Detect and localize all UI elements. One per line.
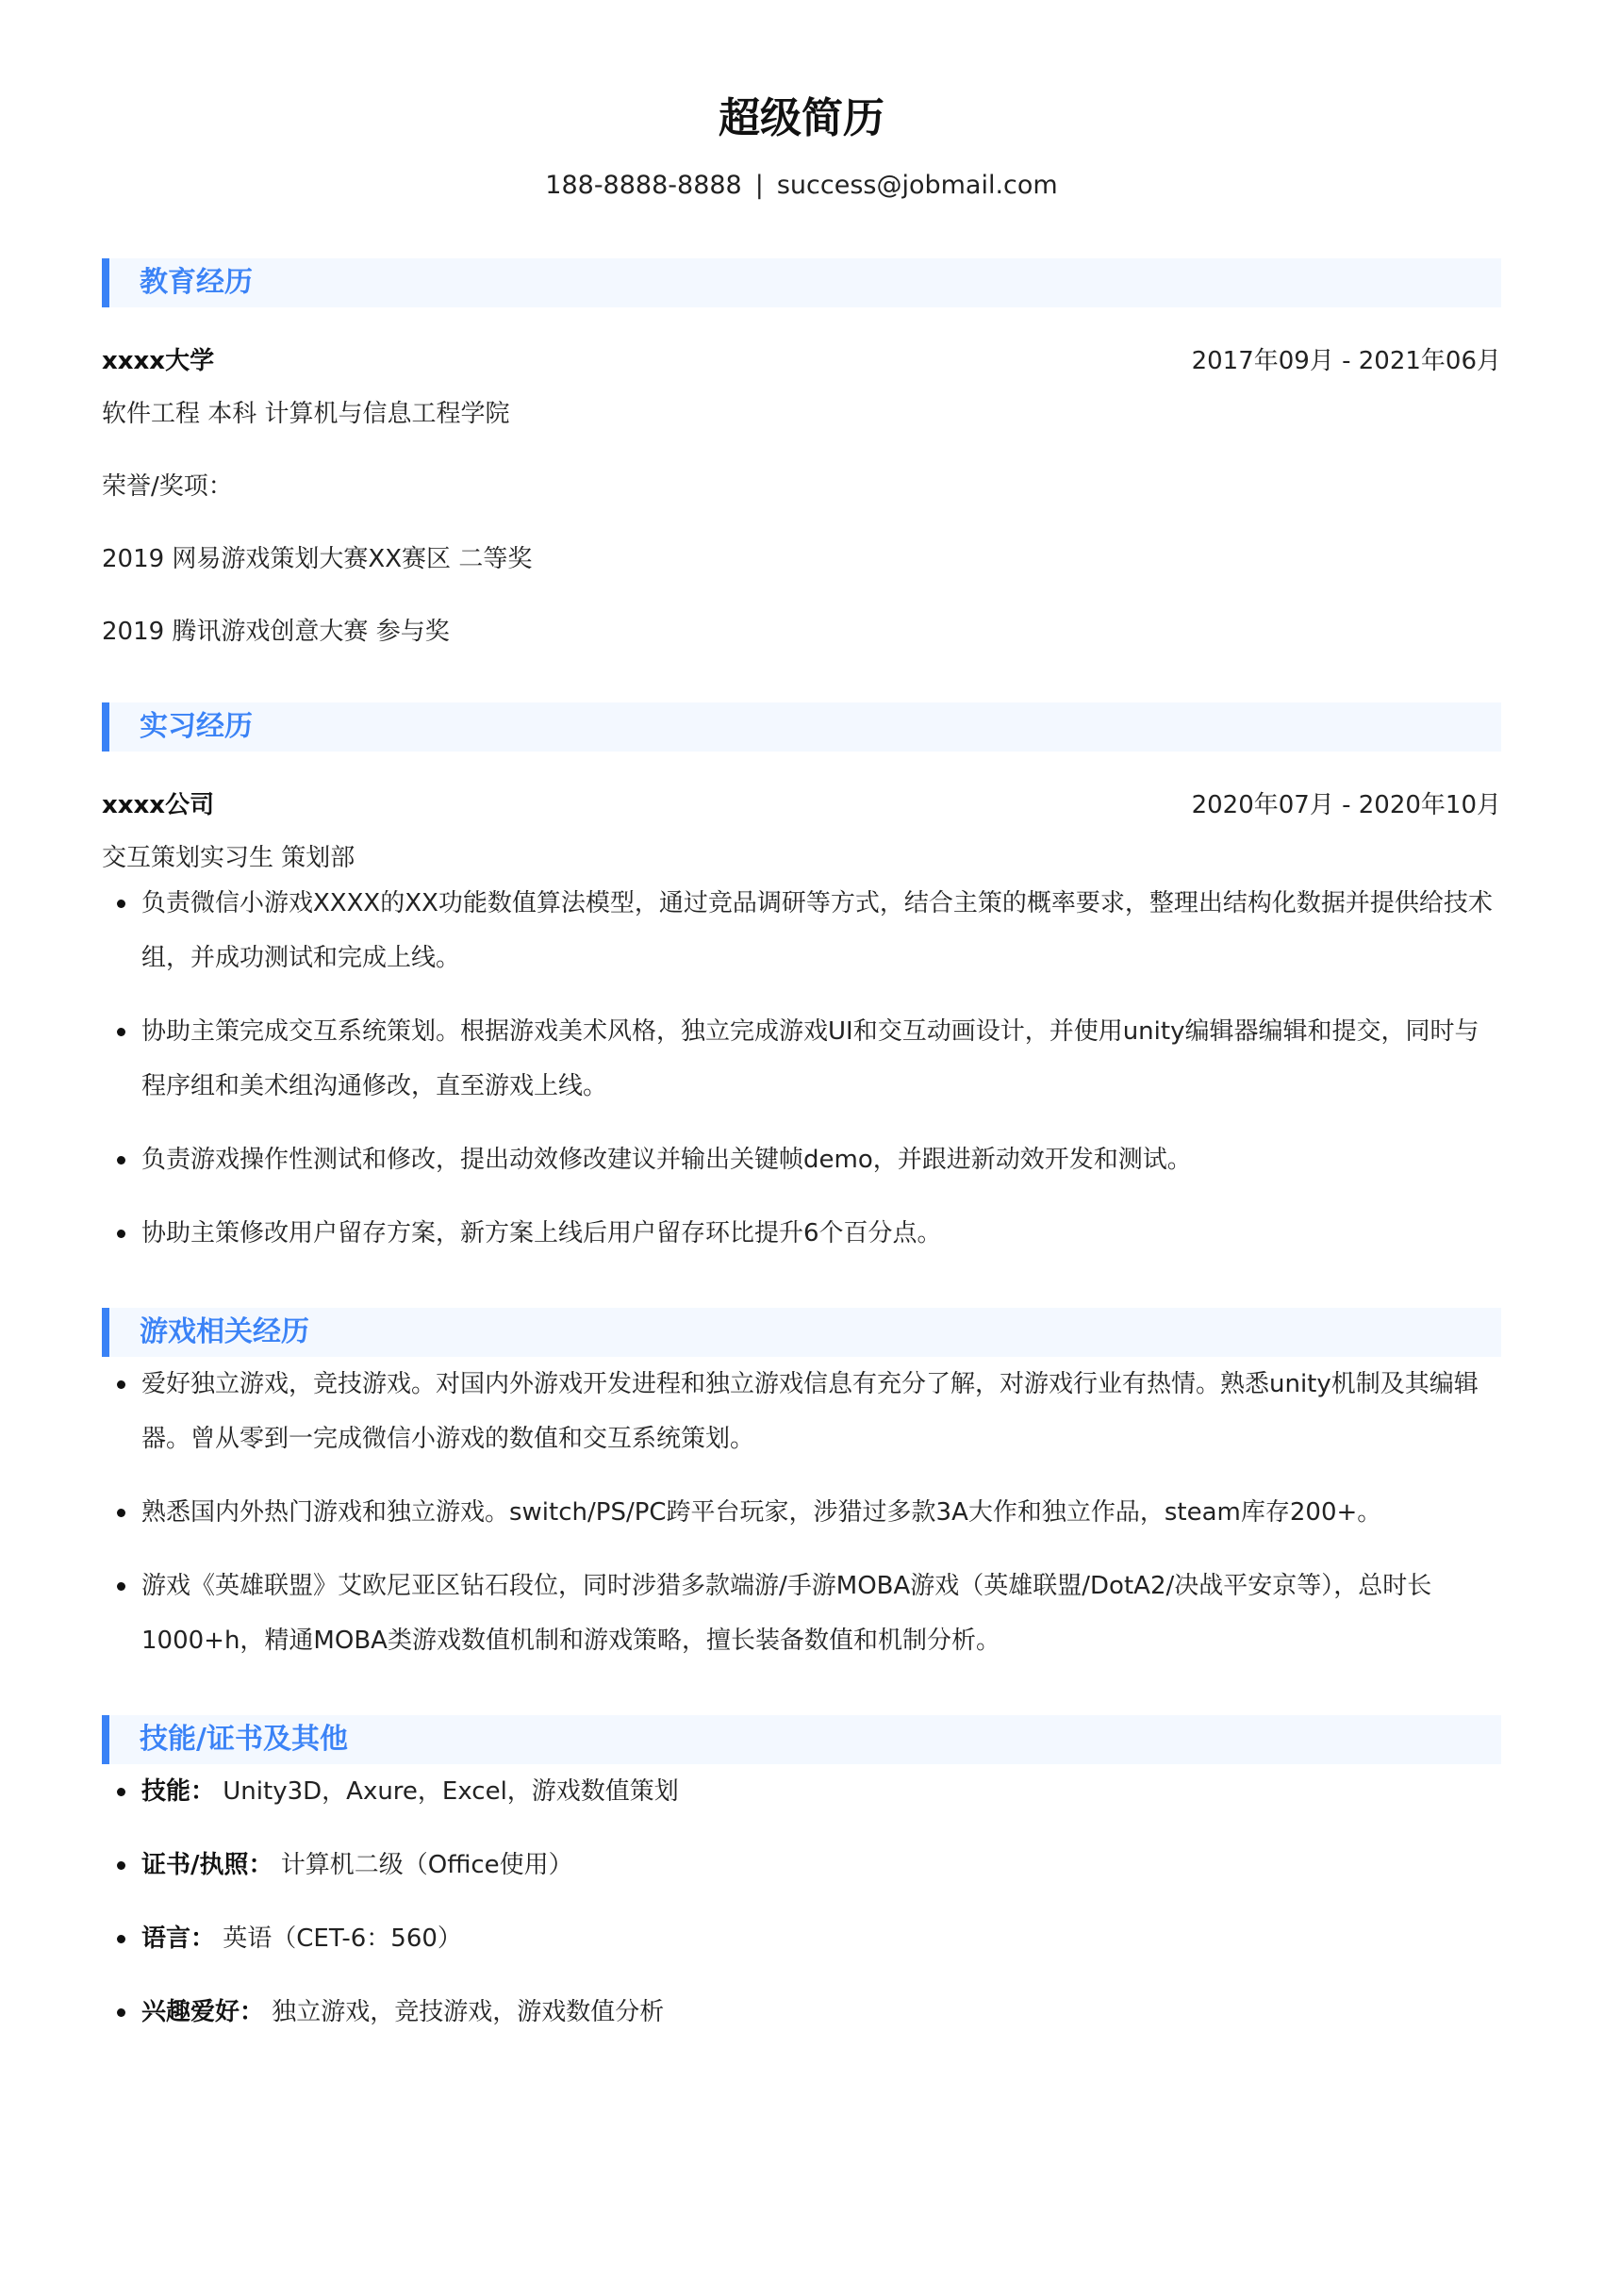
skill-value: Unity3D，Axure，Excel，游戏数值策划 — [223, 1777, 679, 1806]
internship-entry — [102, 787, 1501, 1261]
school-name: xxxx大学 — [102, 347, 215, 375]
skill-item — [102, 1764, 1501, 1819]
list-item: 负责微信小游戏XXXX的XX功能数值算法模型，通过竞品调研等方式，结合主策的概率要求，整理出结构化数据并提供给技术组，并成功测试和完成上线。 — [102, 876, 1501, 985]
email-address: success@jobmail.com — [776, 171, 1058, 200]
company-name: xxxx公司 — [102, 791, 215, 819]
skill-item — [102, 1911, 1501, 1966]
skill-label: 语言： — [141, 1924, 216, 1953]
skill-value: 计算机二级（Office使用） — [280, 1851, 573, 1879]
list-item: 协助主策修改用户留存方案，新方案上线后用户留存环比提升6个百分点。 — [102, 1206, 1501, 1261]
skill-label: 证书/执照： — [141, 1851, 273, 1879]
internship-list — [102, 876, 1501, 1261]
section-title: 游戏相关经历 — [140, 1315, 309, 1348]
honors-label: 荣誉/奖项： — [102, 472, 233, 501]
list-item: 负责游戏操作性测试和修改，提出动效修改建议并输出关键帧demo，并跟进新动效开发和测试。 — [102, 1132, 1501, 1187]
game-experience-list — [102, 1357, 1501, 1668]
resume-header — [102, 0, 1501, 204]
resume-title: 超级简历 — [719, 94, 884, 142]
section-title: 实习经历 — [140, 710, 253, 743]
skill-value: 英语（CET-6：560） — [223, 1924, 462, 1953]
internship-role: 交互策划实习生 策划部 — [102, 844, 355, 872]
section-skills-header — [102, 1715, 1501, 1764]
section-title: 技能/证书及其他 — [140, 1723, 348, 1756]
phone-number: 188-8888-8888 — [545, 171, 742, 200]
education-entry — [102, 343, 1501, 650]
skill-label: 技能： — [141, 1777, 216, 1806]
skill-value: 独立游戏，竞技游戏，游戏数值分析 — [272, 1998, 665, 2026]
contact-line — [102, 168, 1501, 204]
list-item: 协助主策完成交互系统策划。根据游戏美术风格，独立完成游戏UI和交互动画设计，并使用unity编辑器编辑和提交，同时与程序组和美术组沟通修改，直至游戏上线。 — [102, 1004, 1501, 1114]
section-internship-header — [102, 702, 1501, 752]
skill-item — [102, 1838, 1501, 1892]
skills-list — [102, 1764, 1501, 2040]
section-education-header — [102, 258, 1501, 307]
skill-label: 兴趣爱好： — [141, 1998, 265, 2026]
honor-item: 2019 网易游戏策划大赛XX赛区 二等奖 — [102, 545, 533, 573]
section-game-header — [102, 1308, 1501, 1357]
contact-separator: | — [754, 171, 764, 200]
list-item: 熟悉国内外热门游戏和独立游戏。switch/PS/PC跨平台玩家，涉猎过多款3A大作和独立作品，steam库存200+。 — [102, 1485, 1501, 1540]
internship-date: 2020年07月 - 2020年10月 — [1191, 791, 1501, 819]
education-row — [102, 343, 1501, 379]
skill-item — [102, 1985, 1501, 2040]
education-major: 软件工程 本科 计算机与信息工程学院 — [102, 400, 510, 428]
education-date: 2017年09月 - 2021年06月 — [1191, 347, 1501, 375]
list-item: 爱好独立游戏，竞技游戏。对国内外游戏开发进程和独立游戏信息有充分了解，对游戏行业有热情。熟悉unity机制及其编辑器。曾从零到一完成微信小游戏的数值和交互系统策划。 — [102, 1357, 1501, 1466]
internship-row — [102, 787, 1501, 823]
honor-item: 2019 腾讯游戏创意大赛 参与奖 — [102, 618, 450, 646]
section-title: 教育经历 — [140, 266, 253, 299]
list-item: 游戏《英雄联盟》艾欧尼亚区钻石段位，同时涉猎多款端游/手游MOBA游戏（英雄联盟/DotA2/决战平安京等），总时长1000+h，精通MOBA类游戏数值机制和游戏策略，擅长装备数值和机制分析。 — [102, 1559, 1501, 1668]
